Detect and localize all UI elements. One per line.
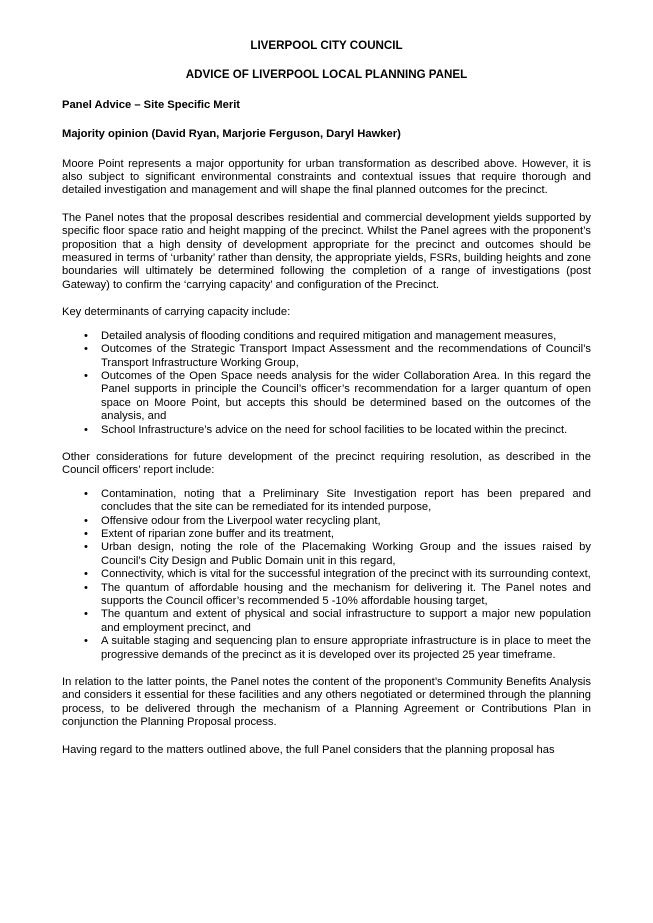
bullet-icon: • (84, 635, 88, 648)
bullet-icon: • (84, 541, 88, 554)
list-item-text: Contamination, noting that a Preliminary Site Investigation report has been prepared and concludes that the site can be remediated for its intended purpose, (101, 487, 591, 514)
list-item (62, 488, 591, 515)
list-item (62, 568, 591, 581)
list-item (62, 541, 591, 568)
list-item-text: Outcomes of the Open Space needs analysis for the wider Collaboration Area. In this regard the Panel supports in principle the Council’s officer’s recommendation for a larger quantum of open space on Moore Point, but accepts this should be determined based on the outcomes of the analysis, and (101, 369, 591, 423)
list-item (62, 343, 591, 370)
paragraph-full-panel: Having regard to the matters outlined above, the full Panel considers that the planning proposal has (62, 743, 555, 756)
paragraph-moore-point: Moore Point represents a major opportunity for urban transformation as described above. However, it is also subject to significant environmental constraints and contextual issues that require thorough and detailed investigation and management and will shape the final planned outcomes for the precinct. (62, 157, 591, 197)
list-item (62, 582, 591, 609)
list-item (62, 370, 591, 424)
bullet-icon: • (84, 514, 88, 527)
list-item-text: A suitable staging and sequencing plan to ensure appropriate infrastructure is in place to meet the progressive demands of the precinct as it is developed over its projected 25 year timeframe. (101, 635, 591, 661)
list-item-text: Detailed analysis of flooding conditions and required mitigation and management measures, (101, 329, 557, 342)
section-heading: Panel Advice – Site Specific Merit (62, 98, 241, 111)
other-considerations-list (62, 488, 591, 662)
council-title: LIVERPOOL CITY COUNCIL (250, 39, 403, 52)
list-item-text: School Infrastructure’s advice on the need for school facilities to be located within the precinct. (101, 423, 568, 436)
bullet-icon: • (84, 487, 88, 500)
list-item (62, 635, 591, 662)
list-item-text: Outcomes of the Strategic Transport Impact Assessment and the recommendations of Council’s Transport Infrastructure Working Group, (101, 343, 591, 369)
list-item-text: Urban design, noting the role of the Placemaking Working Group and the issues raised by Council’s City Design and Public Domain unit in this regard, (101, 541, 591, 567)
bullet-icon: • (84, 527, 88, 540)
list-item (62, 330, 591, 343)
key-determinants-list (62, 330, 591, 437)
list-item (62, 608, 591, 635)
majority-opinion-heading: Majority opinion (David Ryan, Marjorie Ferguson, Daryl Hawker) (62, 128, 401, 141)
document-page (62, 39, 591, 771)
bullet-icon: • (84, 369, 88, 382)
paragraph-key-determinants-intro: Key determinants of carrying capacity include: (62, 306, 291, 319)
bullet-icon: • (84, 343, 88, 356)
list-item-text: Connectivity, which is vital for the successful integration of the precinct with its surrounding context, (101, 568, 591, 581)
bullet-icon: • (84, 423, 88, 436)
list-item (62, 528, 591, 541)
list-item-text: Offensive odour from the Liverpool water recycling plant, (101, 514, 381, 527)
bullet-icon: • (84, 608, 88, 621)
bullet-icon: • (84, 329, 88, 342)
list-item (62, 515, 591, 528)
bullet-icon: • (84, 568, 88, 581)
paragraph-other-considerations-intro: Other considerations for future development of the precinct requiring resolution, as described in the Council officers’ report include: (62, 450, 591, 477)
list-item-text: The quantum of affordable housing and the mechanism for delivering it. The Panel notes and supports the Council officer’s recommended 5 -10% affordable housing target, (101, 581, 591, 607)
panel-advice-title: ADVICE OF LIVERPOOL LOCAL PLANNING PANEL (185, 68, 468, 82)
bullet-icon: • (84, 581, 88, 594)
paragraph-yields: The Panel notes that the proposal describes residential and commercial development yields supported by specific floor space ratio and height mapping of the precinct. Whilst the Panel agrees with the proponent’s proposition that a high density of development appropriate for the precinct and outcomes should be measured in terms of ‘urbanity’ rather than density, the appropriate yields, FSRs, building heights and zone boundaries will ultimately be determined following the completion of a range of investigations (post Gateway) to confirm the ‘carrying capacity’ and configuration of the Precinct. (62, 211, 591, 291)
list-item-text: The quantum and extent of physical and social infrastructure to support a major new population and employment precinct, and (101, 608, 591, 634)
paragraph-community-benefits: In relation to the latter points, the Panel notes the content of the proponent’s Community Benefits Analysis and considers it essential for these facilities and any others negotiated or determined through the planning process, to be delivered through the mechanism of a Planning Agreement or Contributions Plan in conjunction the Planning Proposal process. (62, 676, 591, 729)
list-item-text: Extent of riparian zone buffer and its treatment, (101, 527, 334, 540)
list-item (62, 424, 591, 437)
